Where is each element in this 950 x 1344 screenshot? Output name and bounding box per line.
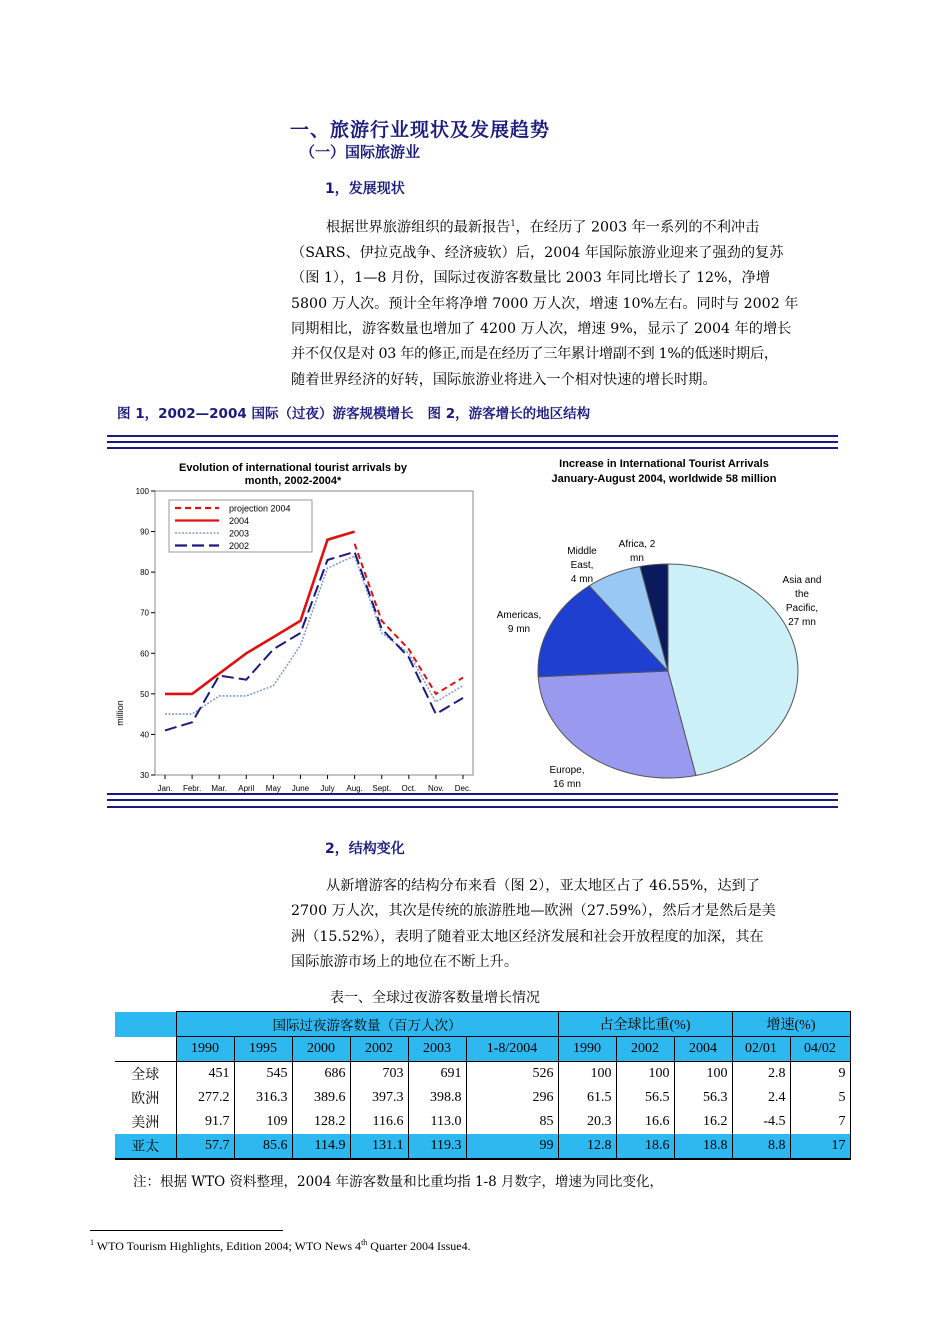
pie-subtitle: January-August 2004, worldwide 58 million (551, 473, 777, 485)
column-header: 1990 (558, 1037, 616, 1062)
table-cell: 114.9 (292, 1134, 350, 1159)
pie-label: 4 mn (570, 574, 594, 585)
y-tick-label: 80 (140, 568, 149, 578)
line-chart (107, 450, 482, 795)
table-cell: 451 (176, 1062, 234, 1087)
table-note: 注：根据 WTO 资料整理，2004 年游客数量和比重均指 1-8 月数字，增速为同比变化， (133, 1174, 663, 1190)
column-header: 02/01 (732, 1037, 790, 1062)
column-header: 2002 (350, 1037, 408, 1062)
x-tick-label: July (320, 784, 335, 793)
y-tick-label: 70 (140, 608, 149, 618)
group-header: 占全球比重(%) (558, 1012, 732, 1037)
row-label: 亚太 (115, 1134, 176, 1159)
table-cell: 526 (466, 1062, 558, 1087)
table-cell: 20.3 (558, 1110, 616, 1134)
pie-label: the (795, 589, 809, 600)
legend-label: 2004 (229, 516, 250, 526)
table-cell: 85.6 (234, 1134, 292, 1159)
table-cell: 128.2 (292, 1110, 350, 1134)
table-cell: -4.5 (732, 1110, 790, 1134)
footnote-ref[interactable]: 1 (510, 219, 516, 228)
pie-chart (482, 450, 837, 795)
x-tick-label: Nov. (427, 784, 444, 793)
table-cell: 9 (790, 1062, 850, 1087)
y-tick-label: 90 (140, 527, 149, 537)
table-cell: 16.6 (616, 1110, 674, 1134)
x-tick-label: Dec. (454, 784, 472, 793)
subheading-development: 1，发展现状 (325, 181, 405, 197)
y-tick-label: 40 (140, 730, 149, 740)
table-cell: 398.8 (408, 1086, 466, 1110)
x-tick-label: Aug. (346, 784, 363, 793)
pie-label: 27 mn (788, 617, 816, 628)
table-cell: 61.5 (558, 1086, 616, 1110)
pie-label: East, (570, 560, 594, 571)
pie-label: Africa, 2 (618, 539, 656, 550)
row-label: 欧洲 (115, 1086, 176, 1110)
table-cell: 17 (790, 1134, 850, 1159)
table-cell: 12.8 (558, 1134, 616, 1159)
table-row (115, 1110, 850, 1134)
subsection-heading: （一）国际旅游业 (300, 143, 421, 161)
table-group-header-row (115, 1012, 850, 1037)
y-tick-label: 60 (140, 649, 149, 659)
table-cell: 18.6 (616, 1134, 674, 1159)
table-cell: 100 (674, 1062, 732, 1087)
table-cell: 703 (350, 1062, 408, 1087)
table-cell: 316.3 (234, 1086, 292, 1110)
x-tick-label: Mar. (211, 784, 227, 793)
group-header: 增速(%) (732, 1012, 850, 1037)
table-row (115, 1086, 850, 1110)
table-cell: 113.0 (408, 1110, 466, 1134)
data-table (115, 1011, 851, 1160)
legend-label: 2003 (229, 528, 250, 539)
table-cell: 99 (466, 1134, 558, 1159)
row-label: 美洲 (115, 1110, 176, 1134)
table-cell: 2.8 (732, 1062, 790, 1087)
column-header: 1-8/2004 (466, 1037, 558, 1062)
x-tick-label: June (291, 784, 310, 793)
table-cell: 277.2 (176, 1086, 234, 1110)
pie-label: Europe, (549, 765, 585, 776)
x-tick-label: Sept. (372, 784, 392, 793)
x-tick-label: April (238, 784, 255, 793)
column-header: 2003 (408, 1037, 466, 1062)
figure-caption: 图 1，2002—2004 国际（过夜）游客规模增长 图 2，游客增长的地区结构 (117, 406, 591, 422)
y-axis-label: million (115, 700, 125, 726)
group-header: 国际过夜游客数量（百万人次） (176, 1012, 558, 1037)
table-cell: 116.6 (350, 1110, 408, 1134)
chart-title-line2: month, 2002-2004* (244, 475, 342, 487)
paragraph-development: 根据世界旅游组织的最新报告$^1$，在经历了 2003 年一系列的不利冲击 （SARS、伊拉克战争、经济疲软）后，2004 年国际旅游业迎来了强劲的复苏 （图 1），1—8 月份，国际过夜游客数量比 2003 年同比增长了 12%，净增 5800 万人次。预计全年将净增 7000 万人次，增速 10%左右。同时与 2002 年 同期相比，游客数量也增加了 4200 万人次，增速 9%，显示了 2004 年的增长 并不仅仅是对 03 年的修正,而是在经历了三年累计增副不到 1%的低迷时期后， 随着世界经济的好转，国际旅游业将进入一个相对快速的增长时期。 (291, 219, 799, 388)
table-cell: 16.2 (674, 1110, 732, 1134)
column-header: 1990 (176, 1037, 234, 1062)
pie-label: 9 mn (507, 624, 531, 635)
table-cell: 5 (790, 1086, 850, 1110)
table-cell: 131.1 (350, 1134, 408, 1159)
table-cell: 91.7 (176, 1110, 234, 1134)
table-cell: 389.6 (292, 1086, 350, 1110)
table-cell: 109 (234, 1110, 292, 1134)
column-header: 2002 (616, 1037, 674, 1062)
table-cell: 18.8 (674, 1134, 732, 1159)
x-tick-label: May (265, 784, 281, 793)
subheading-structure: 2，结构变化 (325, 841, 405, 857)
paragraph-structure: 从新增游客的结构分布来看（图 2），亚太地区占了 46.55%，达到了 2700 万人次，其次是传统的旅游胜地—欧洲（27.59%），然后才是然后是美 洲（15.52%），表明了随着亚太地区经济发展和社会开放程度的加深，其在 国际旅游市场上的地位在不断上升。 (291, 878, 776, 970)
table-cell: 7 (790, 1110, 850, 1134)
footnote-divider (90, 1230, 283, 1231)
table-cell: 686 (292, 1062, 350, 1087)
table-cell: 2.4 (732, 1086, 790, 1110)
table-cell: 100 (616, 1062, 674, 1087)
section-heading: 一、旅游行业现状及发展趋势 (290, 119, 551, 141)
table-cell: 296 (466, 1086, 558, 1110)
x-tick-label: Jan. (157, 784, 173, 793)
column-header: 1995 (234, 1037, 292, 1062)
footnote: $^1$ WTO Tourism Highlights, Edition 2004; WTO News 4th Quarter 2004 Issue4. (90, 1238, 471, 1253)
legend-label: projection 2004 (229, 503, 291, 514)
y-tick-label: 30 (140, 771, 149, 780)
table-cell: 691 (408, 1062, 466, 1087)
table-cell: 8.8 (732, 1134, 790, 1159)
legend-label: 2002 (229, 541, 250, 551)
table-cell: 545 (234, 1062, 292, 1087)
pie-label: Asia and (782, 575, 822, 586)
row-label: 全球 (115, 1062, 176, 1087)
pie-label: Americas, (496, 610, 542, 621)
column-header: 04/02 (790, 1037, 850, 1062)
table-cell: 85 (466, 1110, 558, 1134)
table-cell: 56.5 (616, 1086, 674, 1110)
pie-label: Middle (567, 546, 597, 557)
table-title: 表一、全球过夜游客数量增长情况 (330, 990, 540, 1006)
table-row (115, 1062, 850, 1087)
table-cell: 56.3 (674, 1086, 732, 1110)
x-tick-label: Oct. (401, 784, 417, 793)
column-header: 2004 (674, 1037, 732, 1062)
x-tick-label: Febr. (182, 784, 202, 793)
y-tick-label: 50 (140, 689, 149, 699)
table-cell: 397.3 (350, 1086, 408, 1110)
pie-slice-europe (538, 671, 696, 778)
column-header: 2000 (292, 1037, 350, 1062)
pie-title: Increase in International Tourist Arrivals (559, 458, 769, 470)
table-cell: 119.3 (408, 1134, 466, 1159)
table-row (115, 1134, 850, 1159)
y-tick-label: 100 (135, 487, 149, 496)
table-cell: 57.7 (176, 1134, 234, 1159)
table-sub-header-row (115, 1037, 850, 1062)
pie-label: Pacific, (785, 603, 819, 614)
pie-label: mn (630, 553, 644, 564)
chart-title: Evolution of international tourist arrivals by (179, 462, 407, 474)
pie-label: 16 mn (553, 779, 581, 790)
table-cell: 100 (558, 1062, 616, 1087)
